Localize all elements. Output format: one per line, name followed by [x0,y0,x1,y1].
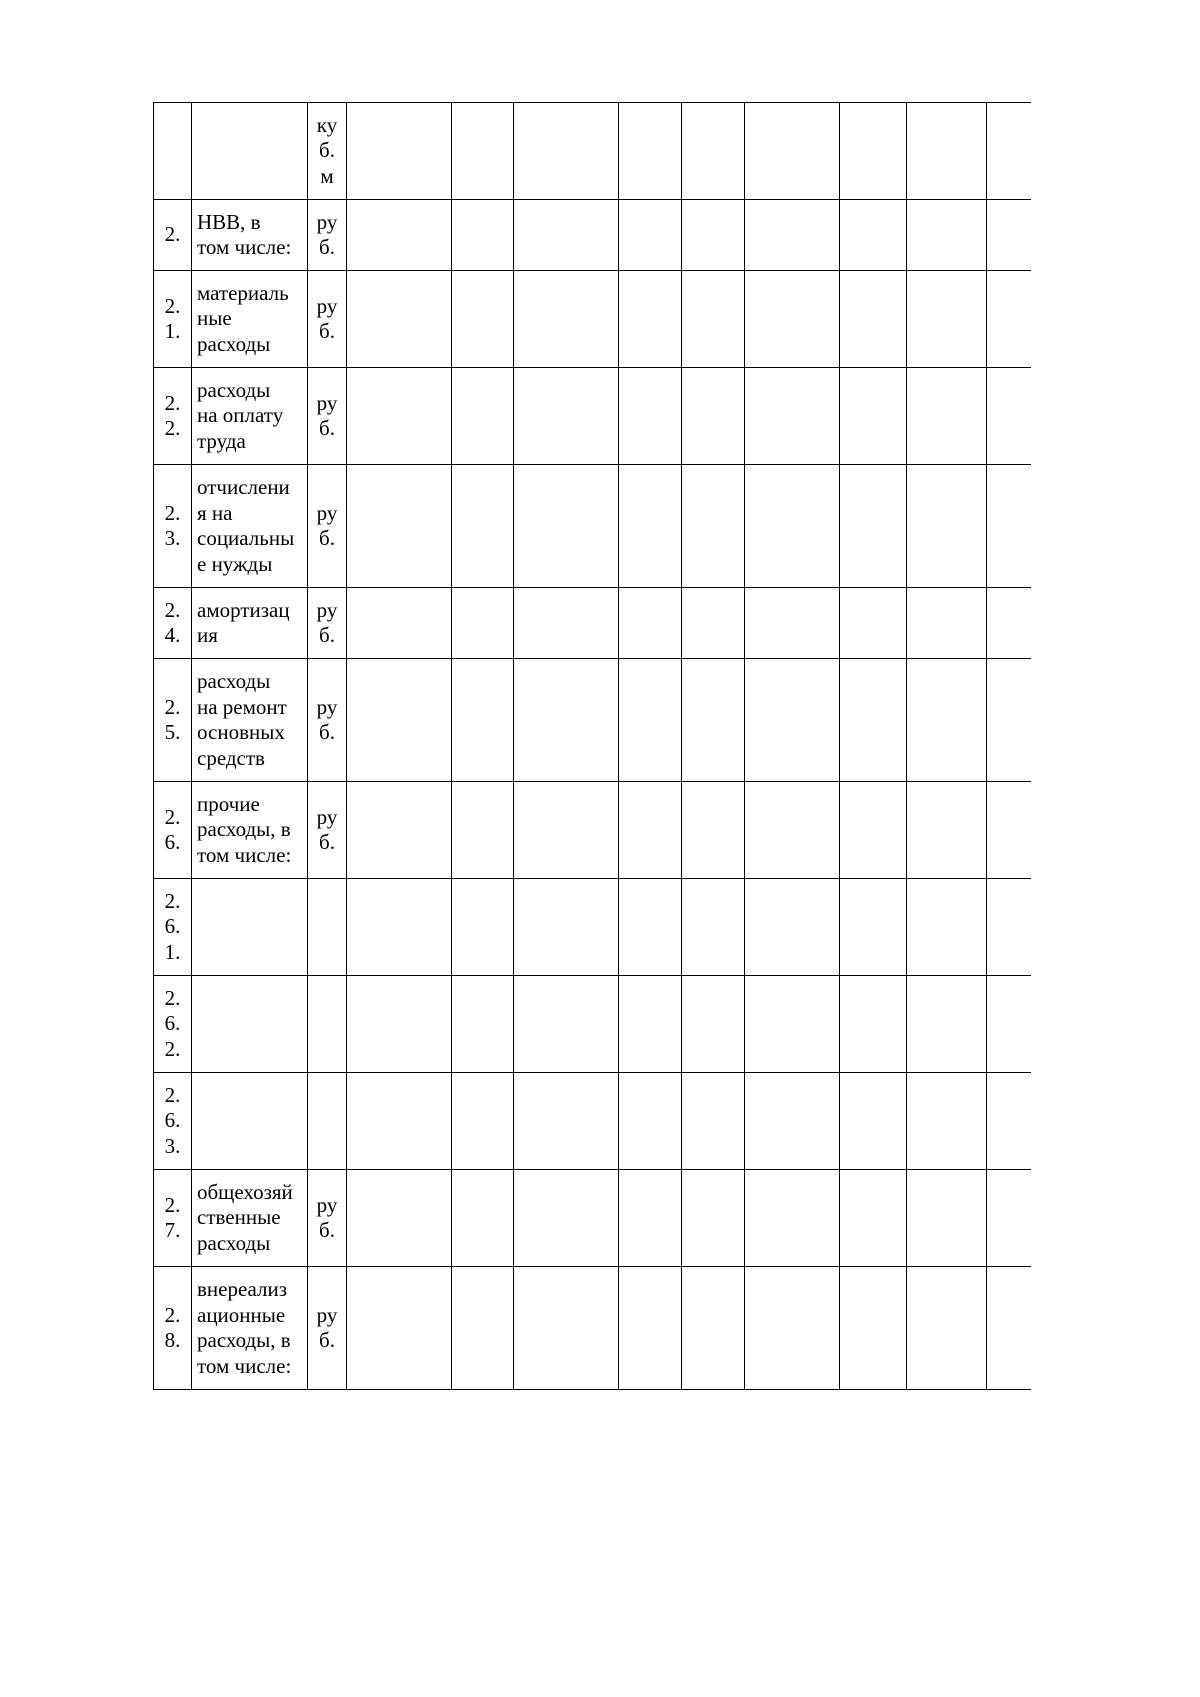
value-cell [452,782,514,879]
unit-cell [308,103,347,200]
value-cell [907,200,987,271]
table-row [154,1170,1031,1267]
row-number-cell-text: 2. 6. 2. [164,985,181,1061]
item-name-cell [192,1267,308,1390]
value-cell [907,588,987,659]
unit-cell [308,200,347,271]
value-cell [452,271,514,368]
value-cell [619,103,682,200]
value-cell [682,103,745,200]
unit-cell [308,1170,347,1267]
value-cell [682,976,745,1073]
value-cell [514,200,619,271]
value-cell [987,659,1031,782]
row-number-cell [154,465,192,588]
table-row [154,271,1031,368]
value-cell [745,271,840,368]
table-row [154,1267,1031,1390]
row-number-cell [154,1267,192,1390]
item-name-cell-text: прочие расходы, в том числе: [197,791,292,867]
value-cell [745,976,840,1073]
value-cell [452,103,514,200]
value-cell [682,782,745,879]
table-row [154,659,1031,782]
row-number-cell-text: 2. 3. [164,500,181,550]
value-cell [452,200,514,271]
value-cell [840,1170,907,1267]
item-name-cell-text: амортизац ия [197,597,290,647]
value-cell [840,659,907,782]
value-cell [682,659,745,782]
value-cell [907,368,987,465]
row-number-cell [154,976,192,1073]
value-cell [745,368,840,465]
row-number-cell-text: 2. 1. [164,293,181,343]
value-cell [745,879,840,976]
unit-cell [308,1267,347,1390]
value-cell [514,1170,619,1267]
table-row [154,879,1031,976]
value-cell [987,465,1031,588]
value-cell [514,465,619,588]
row-number-cell-text: 2. 6. 1. [164,888,181,964]
value-cell [514,1073,619,1170]
row-number-cell [154,271,192,368]
value-cell [452,1267,514,1390]
value-cell [745,588,840,659]
unit-cell [308,976,347,1073]
value-cell [514,782,619,879]
row-number-cell-text: 2. 6. [164,804,181,854]
row-number-cell-text: 2. [164,222,181,247]
value-cell [619,368,682,465]
unit-cell [308,271,347,368]
item-name-cell [192,271,308,368]
value-cell [619,1170,682,1267]
value-cell [682,879,745,976]
value-cell [514,588,619,659]
value-cell [682,588,745,659]
value-cell [452,1073,514,1170]
table-row [154,976,1031,1073]
value-cell [347,271,452,368]
value-cell [682,368,745,465]
value-cell [514,1267,619,1390]
value-cell [840,103,907,200]
value-cell [347,1073,452,1170]
table-row [154,782,1031,879]
unit-cell-text: ру б. [316,1302,338,1352]
value-cell [514,879,619,976]
row-number-cell [154,659,192,782]
value-cell [840,782,907,879]
value-cell [514,659,619,782]
value-cell [907,103,987,200]
item-name-cell-text: общехозяй ственные расходы [197,1179,293,1255]
value-cell [682,1170,745,1267]
value-cell [907,879,987,976]
unit-cell-text: ру б. [316,209,338,259]
value-cell [347,1267,452,1390]
value-cell [619,782,682,879]
value-cell [347,659,452,782]
value-cell [347,200,452,271]
value-cell [619,976,682,1073]
unit-cell-text: ру б. [316,293,338,343]
value-cell [840,271,907,368]
value-cell [987,976,1031,1073]
value-cell [987,782,1031,879]
value-cell [347,368,452,465]
row-number-cell-text: 2. 8. [164,1302,181,1352]
row-number-cell [154,1170,192,1267]
value-cell [452,976,514,1073]
value-cell [745,1073,840,1170]
value-cell [840,368,907,465]
unit-cell [308,588,347,659]
value-cell [619,465,682,588]
value-cell [682,271,745,368]
unit-cell-text: ру б. [316,694,338,744]
item-name-cell-text: расходы на ремонт основных средств [197,669,287,770]
value-cell [347,588,452,659]
value-cell [987,588,1031,659]
value-cell [347,782,452,879]
value-cell [682,1267,745,1390]
value-cell [987,200,1031,271]
row-number-cell-text: 2. 2. [164,390,181,440]
row-number-cell-text: 2. 6. 3. [164,1082,181,1158]
unit-cell-text: ру б. [316,500,338,550]
value-cell [840,1073,907,1170]
row-number-cell [154,200,192,271]
item-name-cell [192,659,308,782]
value-cell [907,1267,987,1390]
unit-cell-text: ру б. [316,1192,338,1242]
value-cell [840,465,907,588]
value-cell [347,879,452,976]
value-cell [987,1170,1031,1267]
value-cell [987,879,1031,976]
row-number-cell [154,1073,192,1170]
table-row [154,200,1031,271]
value-cell [745,1170,840,1267]
unit-cell-text: ру б. [316,390,338,440]
value-cell [347,465,452,588]
value-cell [840,200,907,271]
value-cell [452,879,514,976]
item-name-cell [192,465,308,588]
unit-cell [308,1073,347,1170]
row-number-cell [154,879,192,976]
row-number-cell [154,103,192,200]
unit-cell [308,465,347,588]
item-name-cell [192,368,308,465]
value-cell [745,782,840,879]
unit-cell [308,368,347,465]
item-name-cell-text: материаль ные расходы [197,280,289,356]
table-row [154,368,1031,465]
value-cell [907,976,987,1073]
value-cell [452,465,514,588]
unit-cell-text: ру б. [316,597,338,647]
value-cell [745,200,840,271]
value-cell [840,879,907,976]
cost-table [153,102,1031,1390]
unit-cell [308,659,347,782]
table-row [154,588,1031,659]
row-number-cell [154,782,192,879]
value-cell [347,1170,452,1267]
value-cell [514,271,619,368]
value-cell [840,976,907,1073]
value-cell [907,659,987,782]
value-cell [619,1073,682,1170]
value-cell [840,588,907,659]
item-name-cell-text: внереализ ационные расходы, в том числе: [197,1277,292,1378]
value-cell [452,588,514,659]
value-cell [987,1073,1031,1170]
table-row [154,465,1031,588]
value-cell [452,368,514,465]
row-number-cell-text: 2. 4. [164,597,181,647]
value-cell [619,271,682,368]
value-cell [619,588,682,659]
value-cell [745,659,840,782]
value-cell [907,782,987,879]
value-cell [840,1267,907,1390]
table-row [154,103,1031,200]
value-cell [619,879,682,976]
value-cell [514,368,619,465]
item-name-cell [192,1073,308,1170]
unit-cell [308,782,347,879]
item-name-cell [192,1170,308,1267]
value-cell [347,103,452,200]
value-cell [452,1170,514,1267]
value-cell [514,976,619,1073]
item-name-cell [192,200,308,271]
item-name-cell [192,879,308,976]
item-name-cell-text: НВВ, в том числе: [197,209,292,259]
value-cell [619,1267,682,1390]
row-number-cell-text: 2. 5. [164,694,181,744]
item-name-cell [192,103,308,200]
value-cell [682,1073,745,1170]
item-name-cell [192,782,308,879]
value-cell [987,1267,1031,1390]
item-name-cell [192,588,308,659]
value-cell [682,200,745,271]
row-number-cell [154,368,192,465]
value-cell [745,103,840,200]
item-name-cell-text: расходы на оплату труда [197,377,284,453]
value-cell [907,465,987,588]
unit-cell-text: ру б. [316,804,338,854]
value-cell [907,271,987,368]
unit-cell-text: ку б. м [316,112,338,188]
value-cell [745,1267,840,1390]
value-cell [682,465,745,588]
table-row [154,1073,1031,1170]
value-cell [987,271,1031,368]
value-cell [347,976,452,1073]
value-cell [514,103,619,200]
value-cell [907,1073,987,1170]
value-cell [619,200,682,271]
unit-cell [308,879,347,976]
value-cell [907,1170,987,1267]
value-cell [619,659,682,782]
value-cell [987,103,1031,200]
row-number-cell [154,588,192,659]
value-cell [452,659,514,782]
row-number-cell-text: 2. 7. [164,1192,181,1242]
value-cell [987,368,1031,465]
item-name-cell-text: отчислени я на социальны е нужды [197,475,295,576]
value-cell [745,465,840,588]
item-name-cell [192,976,308,1073]
